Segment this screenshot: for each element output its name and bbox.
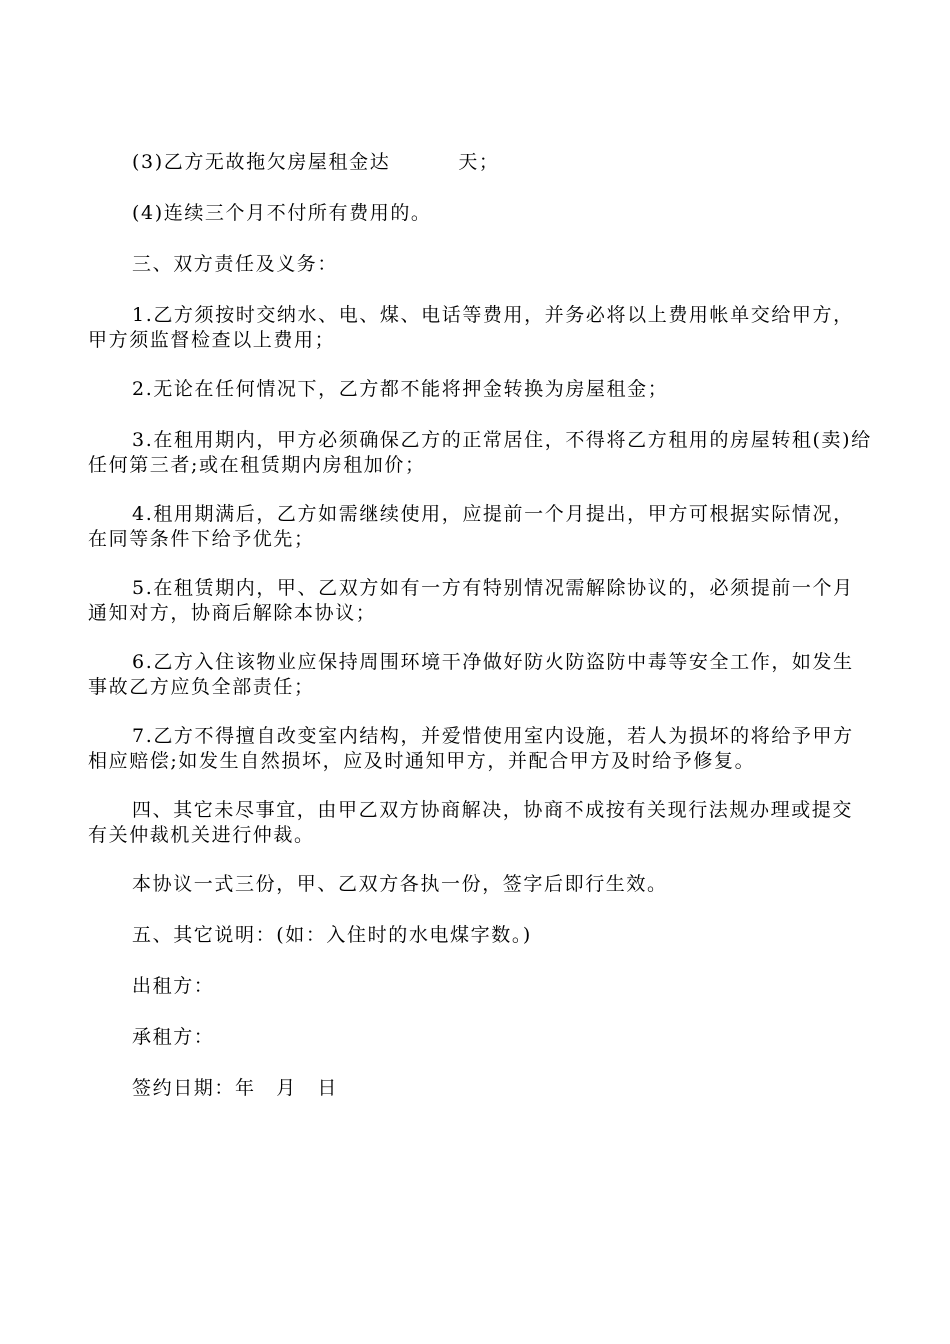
section-3-heading: 三、双方责任及义务： bbox=[132, 253, 339, 275]
signing-date-line: 签约日期：年 月 日 bbox=[132, 1077, 339, 1099]
duty-3: 3.在租用期内，甲方必须确保乙方的正常居住，不得将乙方租用的房屋转租(卖)给任何第三者;或在租赁期内房租加价； bbox=[88, 429, 872, 476]
lessor-signature-line: 出租方： bbox=[132, 975, 215, 997]
document-body bbox=[88, 150, 873, 1127]
clause-3-overdue-rent bbox=[88, 150, 873, 175]
agreement-copies: 本协议一式三份，甲、乙双方各执一份，签字后即行生效。 bbox=[132, 873, 668, 895]
clause-3-text: (3)乙方无故拖欠房屋租金达 bbox=[132, 151, 391, 173]
duty-4: 4.租用期满后，乙方如需继续使用，应提前一个月提出，甲方可根据实际情况，在同等条件下给予优先； bbox=[88, 503, 854, 550]
duty-6: 6.乙方入住该物业应保持周围环境干净做好防火防盗防中毒等安全工作，如发生事故乙方应负全部责任； bbox=[88, 651, 854, 698]
duty-1: 1.乙方须按时交纳水、电、煤、电话等费用，并务必将以上费用帐单交给甲方，甲方须监督检查以上费用； bbox=[88, 304, 854, 351]
duty-2: 2.无论在任何情况下，乙方都不能将押金转换为房屋租金； bbox=[132, 378, 669, 400]
clause-4-unpaid-fees: (4)连续三个月不付所有费用的。 bbox=[132, 202, 432, 224]
duty-5: 5.在租赁期内，甲、乙双方如有一方有特别情况需解除协议的，必须提前一个月通知对方，协商后解除本协议； bbox=[88, 577, 854, 624]
duty-7: 7.乙方不得擅自改变室内结构，并爱惜使用室内设施，若人为损坏的将给予甲方相应赔偿;如发生自然损坏，应及时通知甲方，并配合甲方及时给予修复。 bbox=[88, 725, 854, 772]
section-4: 四、其它未尽事宜，由甲乙双方协商解决，协商不成按有关现行法规办理或提交有关仲裁机关进行仲裁。 bbox=[88, 799, 854, 846]
clause-3-days: 天； bbox=[458, 151, 500, 173]
lessee-signature-line: 承租方： bbox=[132, 1026, 215, 1048]
section-5: 五、其它说明：(如：入住时的水电煤字数。) bbox=[132, 924, 532, 946]
